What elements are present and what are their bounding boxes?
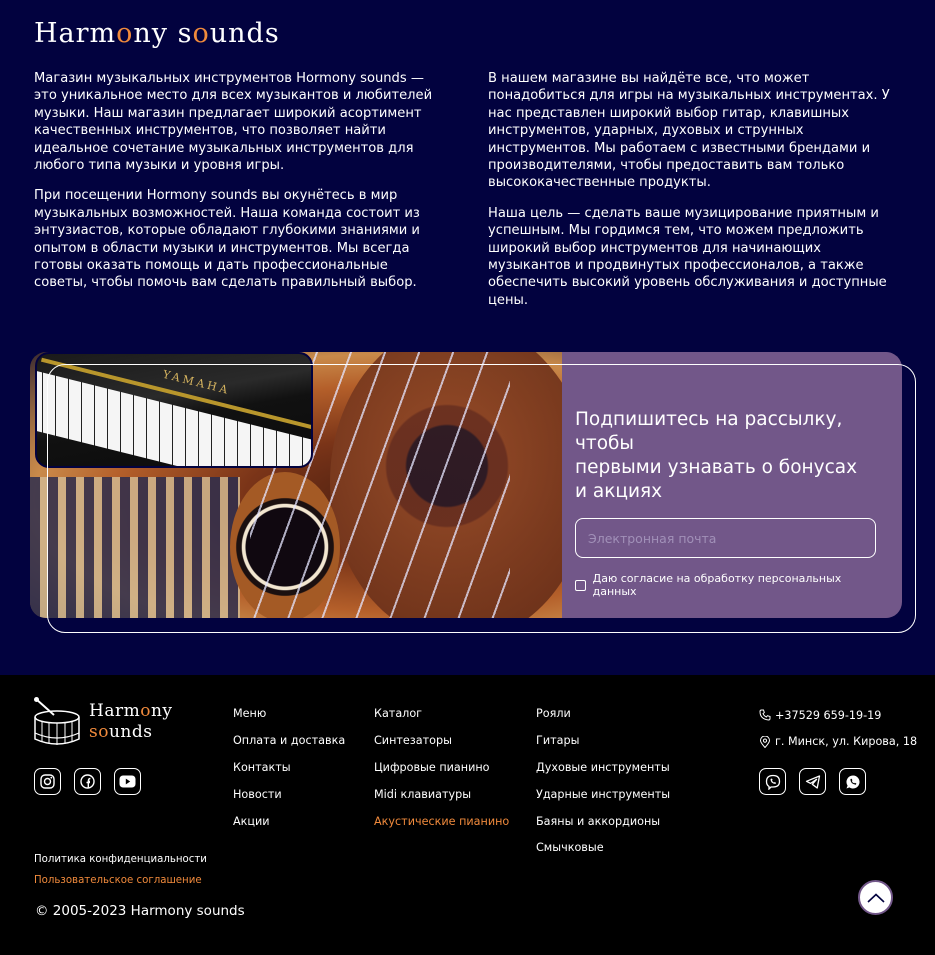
footer [0, 675, 935, 955]
about-column-left [34, 70, 434, 305]
footer-link-promotions[interactable]: Акции [233, 814, 270, 828]
about-paragraph: Магазин музыкальных инструментов Hormony sounds — это уникальное место для всех музыкантов и любителей музыки. Наш магазин предлагает широкий асортимент качественных инструментов, что позволяет найти идеальное сочетание музыкальных инструментов для любого типа музыки и уровня игры. [34, 71, 433, 174]
drum-icon [34, 697, 80, 747]
footer-link-delivery[interactable]: Оплата и доставка [233, 733, 346, 747]
footer-logo-text: Harmony sounds [89, 701, 173, 742]
footer-link-guitars[interactable]: Гитары [536, 733, 580, 747]
footer-link-menu[interactable]: Меню [233, 707, 267, 720]
footer-link-midi[interactable]: Midi клавиатуры [374, 787, 472, 801]
user-agreement-link[interactable]: Пользовательское соглашение [34, 875, 202, 886]
whatsapp-icon[interactable] [839, 768, 866, 795]
chevron-up-icon [867, 893, 885, 903]
footer-link-accordions[interactable]: Баяны и аккордионы [536, 814, 661, 828]
location-pin-icon [759, 736, 771, 748]
logo-accent-letter: o [192, 18, 210, 49]
facebook-icon[interactable] [74, 768, 101, 795]
footer-link-contacts[interactable]: Контакты [233, 760, 291, 774]
footer-link-digital-pianos[interactable]: Цифровые пианино [374, 760, 490, 774]
logo-text-part: ny s [133, 18, 193, 49]
instagram-icon[interactable] [34, 768, 61, 795]
messenger-links [759, 768, 866, 795]
footer-link-news[interactable]: Новости [233, 787, 282, 801]
copyright: © 2005-2023 Harmony sounds [35, 903, 245, 919]
email-input[interactable] [575, 518, 876, 558]
site-logo[interactable] [34, 18, 280, 49]
checkbox-box[interactable] [575, 580, 586, 591]
subscribe-title: Подпишитесь на рассылку, чтобы первыми узнавать о бонусах и акциях [575, 409, 858, 502]
about-paragraph: В нашем магазине вы найдёте все, что может понадобиться для игры на музыкальных инструментах. У нас представлен широкий выбор гитар, клавишных инструментов, ударных, духовых и струнных инструментов. Мы работаем с известными брендами и производителями, чтобы предоставить вам только высококачественные продукты. [488, 71, 890, 191]
footer-link-catalog[interactable]: Каталог [374, 707, 423, 720]
about-column-right [488, 70, 898, 322]
piano-photo [35, 352, 313, 468]
footer-link-wind[interactable]: Духовые инструменты [536, 760, 670, 774]
footer-catalog-2 [536, 707, 670, 868]
phone-row[interactable] [759, 707, 917, 723]
footer-link-acoustic-pianos[interactable]: Акустические пианино [374, 814, 510, 828]
footer-link-percussion[interactable]: Ударные инструменты [536, 787, 671, 801]
logo-accent-letter: o [116, 18, 134, 49]
privacy-policy-link[interactable]: Политика конфиденциальности [34, 854, 207, 865]
telegram-icon[interactable] [799, 768, 826, 795]
consent-checkbox[interactable] [575, 572, 876, 598]
phone-number: +37529 659-19-19 [775, 708, 882, 722]
address-row [759, 734, 917, 750]
subscribe-panel [562, 352, 902, 618]
subscribe-banner [30, 352, 902, 618]
footer-contacts [759, 707, 917, 761]
footer-catalog [374, 707, 509, 841]
footer-link-bowed[interactable]: Смычковые [536, 841, 604, 855]
logo-text-part: unds [209, 18, 280, 49]
footer-link-grand-pianos[interactable]: Рояли [536, 707, 571, 720]
consent-label: Даю согласие на обработку персональных данных [592, 572, 842, 598]
scroll-to-top-button[interactable] [858, 880, 893, 915]
legal-links [34, 849, 207, 891]
about-paragraph: При посещении Hormony sounds вы окунётесь в мир музыкальных возможностей. Наша команда состоит из энтузиастов, которые обладают глубокими знаниями и опытом в области музыки и инструментов. Мы всегда готовы оказать помощь и дать профессиональные советы, чтобы помочь вам сделать правильный выбор. [34, 188, 420, 291]
address: г. Минск, ул. Кирова, 18 [775, 735, 918, 749]
youtube-icon[interactable] [114, 768, 141, 795]
footer-logo[interactable] [34, 697, 173, 747]
social-links [34, 768, 141, 795]
footer-nav [233, 707, 345, 841]
about-paragraph: Наша цель — сделать ваше музицирование приятным и успешным. Мы гордимся тем, что можем предложить широкий выбор инструментов для начинающих музыкантов и продвинутых профессионалов, а также обеспечить высокий уровень обслуживания и доступные цены. [488, 205, 887, 308]
logo-text-part: Harm [34, 18, 117, 49]
viber-icon[interactable] [759, 768, 786, 795]
phone-icon [759, 709, 771, 721]
footer-link-synthesizers[interactable]: Синтезаторы [374, 733, 452, 747]
piano-brand-text: YAMAHA [161, 367, 232, 398]
